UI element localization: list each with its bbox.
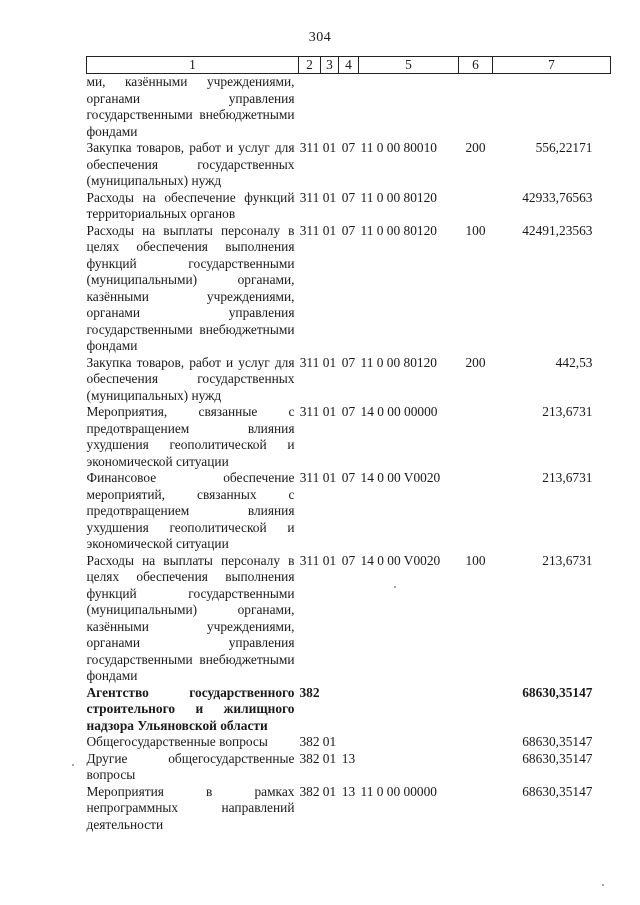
row-subsection (339, 74, 359, 141)
row-subsection: 07 (341, 140, 356, 155)
header-col-2: 2 (299, 57, 321, 74)
table-row (87, 74, 611, 141)
row-expense-type: 200 (465, 354, 486, 370)
row-expense-type: 200 (465, 140, 486, 155)
row-subsection: 13 (341, 783, 356, 799)
page-number: 304 (308, 30, 332, 45)
row-section: 01 (322, 189, 337, 205)
row-section: 01 (322, 404, 337, 419)
row-amount: 68630,35147 (522, 783, 593, 799)
row-target-article (359, 751, 459, 784)
row-expense-type (459, 404, 493, 470)
row-target-article: 11 0 00 00000 (360, 783, 437, 799)
row-amount: 556,22171 (535, 140, 593, 155)
row-name: Мероприятия, связанные с предотвращением влияния ухудшения геополитической и экономической ситуации (86, 404, 295, 469)
row-name: Агентство государственного строительного и жилищного надзора Ульяновской области (86, 684, 295, 733)
table-row (87, 784, 611, 834)
row-section: 01 (322, 783, 337, 799)
row-section: 01 (322, 140, 337, 155)
row-name: Финансовое обеспечение мероприятий, связанных с предотвращением влияния ухудшения геополитической и экономической ситуации (86, 470, 295, 551)
row-admin-code: 382 (299, 734, 320, 749)
row-name: Другие общегосударственные вопросы (86, 750, 295, 782)
row-section (321, 685, 339, 735)
table-row (87, 404, 611, 470)
row-admin-code: 382 (299, 684, 320, 700)
row-subsection: 07 (341, 189, 356, 205)
row-expense-type (459, 190, 493, 223)
row-subsection: 07 (341, 404, 356, 419)
row-expense-type (459, 74, 493, 141)
row-section (321, 74, 339, 141)
row-subsection: 07 (341, 354, 356, 370)
row-section: 01 (322, 222, 337, 238)
row-admin-code: 311 (299, 354, 320, 370)
row-subsection: 07 (341, 470, 356, 485)
row-section: 01 (322, 470, 337, 485)
header-col-3: 3 (321, 57, 339, 74)
table-row (87, 751, 611, 784)
row-expense-type (459, 734, 493, 751)
row-admin-code: 311 (299, 222, 320, 238)
row-subsection: 13 (341, 750, 356, 766)
row-target-article (359, 685, 459, 735)
row-name: Расходы на выплаты персоналу в целях обеспечения выполнения функций государственными (муниципальными) органами, казёнными учреждениями, органами управления государственными внебюджетными фондами (86, 552, 295, 683)
row-admin-code: 382 (299, 750, 320, 766)
row-admin-code (299, 74, 321, 141)
row-target-article: 11 0 00 80120 (360, 222, 437, 238)
row-amount: 68630,35147 (522, 750, 593, 766)
row-target-article: 14 0 00 00000 (360, 404, 438, 419)
table-row (87, 470, 611, 553)
row-subsection: 07 (341, 552, 356, 568)
row-expense-type (459, 470, 493, 553)
row-section: 01 (322, 354, 337, 370)
table-row (87, 553, 611, 685)
row-expense-type (459, 784, 493, 834)
row-subsection (339, 685, 359, 735)
row-admin-code: 311 (299, 404, 320, 419)
header-col-7: 7 (493, 57, 611, 74)
row-target-article: 11 0 00 80010 (360, 140, 437, 155)
scan-speck (394, 586, 396, 588)
row-name: ми, казёнными учреждениями, органами управления государственными внебюджетными фондами (86, 74, 295, 139)
row-admin-code: 311 (299, 140, 320, 155)
table-row (87, 734, 611, 751)
table-row (87, 190, 611, 223)
row-amount: 213,6731 (542, 470, 593, 485)
row-section: 01 (322, 734, 337, 749)
scan-speck (602, 884, 604, 886)
row-name: Закупка товаров, работ и услуг для обеспечения государственных (муниципальных) нужд (86, 354, 295, 403)
table-row (87, 355, 611, 405)
row-section: 01 (322, 750, 337, 766)
row-expense-type (459, 751, 493, 784)
row-admin-code: 382 (299, 783, 320, 799)
row-amount: 68630,35147 (522, 684, 593, 700)
table-header-row (87, 57, 611, 74)
row-name: Мероприятия в рамках непрограммных направлений деятельности (86, 783, 295, 832)
row-name: Общегосударственные вопросы (86, 734, 268, 749)
table-row (87, 140, 611, 190)
header-col-6: 6 (459, 57, 493, 74)
header-col-5: 5 (359, 57, 459, 74)
row-target-article: 14 0 00 V0020 (360, 552, 441, 568)
row-amount: 213,6731 (542, 404, 593, 419)
row-admin-code: 311 (299, 189, 320, 205)
row-target-article (359, 74, 459, 141)
row-admin-code: 311 (299, 552, 320, 568)
row-expense-type (459, 685, 493, 735)
row-amount: 213,6731 (542, 552, 593, 568)
row-name: Расходы на выплаты персоналу в целях обеспечения выполнения функций государственными (муниципальными) органами, казёнными учреждениями, органами управления государственными внебюджетными фондами (86, 222, 295, 353)
row-name: Расходы на обеспечение функций территориальных органов (86, 189, 295, 221)
table-row-agency (87, 685, 611, 735)
row-expense-type: 100 (465, 222, 486, 238)
row-section: 01 (322, 552, 337, 568)
row-amount: 442,53 (555, 354, 593, 370)
row-subsection: 07 (341, 222, 356, 238)
row-subsection (339, 734, 359, 751)
row-admin-code: 311 (299, 470, 320, 485)
row-amount: 42491,23563 (522, 222, 593, 238)
budget-table (86, 56, 611, 833)
row-target-article: 14 0 00 V0020 (360, 470, 441, 485)
header-col-1: 1 (87, 57, 299, 74)
header-col-4: 4 (339, 57, 359, 74)
row-amount (493, 74, 611, 141)
row-target-article: 11 0 00 80120 (360, 354, 437, 370)
row-target-article: 11 0 00 80120 (360, 189, 437, 205)
row-amount: 42933,76563 (522, 189, 593, 205)
row-expense-type: 100 (465, 552, 486, 568)
row-name: Закупка товаров, работ и услуг для обеспечения государственных (муниципальных) нужд (86, 140, 295, 188)
scan-speck (72, 764, 74, 766)
row-amount: 68630,35147 (522, 734, 593, 749)
row-target-article (359, 734, 459, 751)
table-row (87, 223, 611, 355)
